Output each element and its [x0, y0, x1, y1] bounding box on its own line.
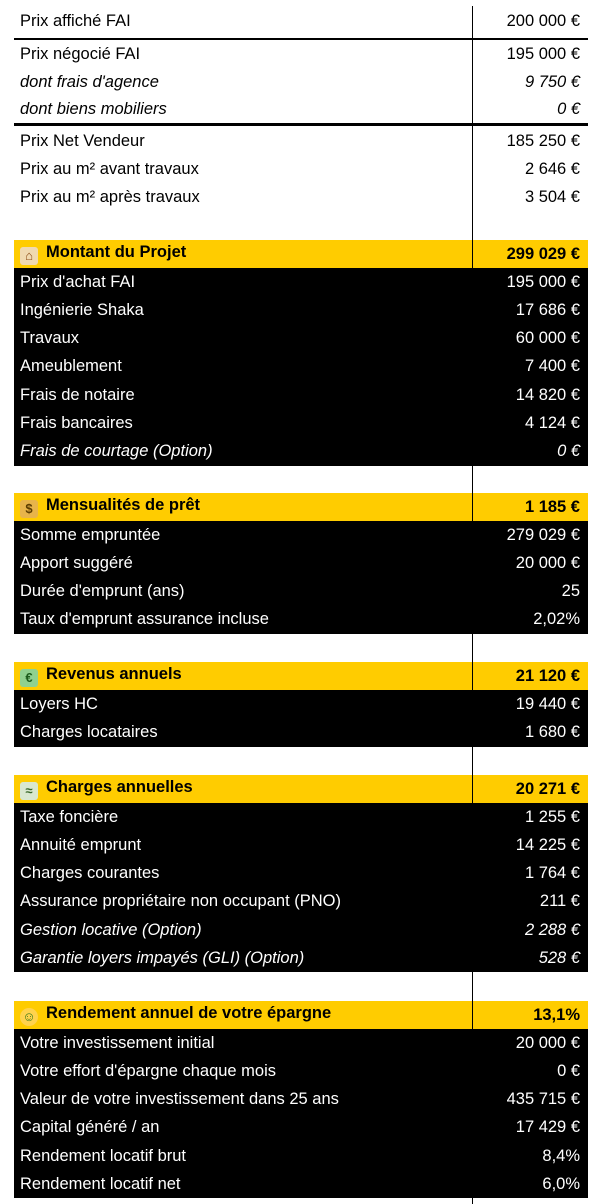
- section-row-label: [20, 526, 160, 545]
- section-row-label: [20, 1034, 214, 1053]
- section-row: [14, 718, 588, 746]
- section-row: [14, 860, 588, 888]
- section-row-label-text: Ameublement: [20, 357, 122, 376]
- price-row: [14, 155, 588, 183]
- section-row: [14, 831, 588, 859]
- section-header: [14, 662, 588, 690]
- section-row-label-text: Prix d'achat FAI: [20, 272, 136, 291]
- section-header-value: 1 185 €: [524, 497, 580, 516]
- section-row-label: [20, 723, 158, 742]
- price-row: [14, 7, 588, 35]
- price-row-label-text: dont biens mobiliers: [20, 99, 167, 118]
- section-row-label-text: Frais bancaires: [20, 413, 133, 432]
- section-row-label: [20, 273, 135, 292]
- section-row-value: 7 400 €: [524, 357, 580, 376]
- section-row-value: 211 €: [539, 892, 580, 911]
- banknote-icon: €: [20, 669, 38, 687]
- section-row-label-text: Gestion locative (Option): [20, 920, 202, 939]
- price-row-value: 3 504 €: [524, 187, 580, 206]
- section-row: [14, 521, 588, 549]
- price-row-value: 185 250 €: [506, 131, 580, 150]
- section-row-label: [20, 442, 213, 461]
- section-row-label-text: Travaux: [20, 329, 79, 348]
- section-row-label-text: Taxe foncière: [20, 807, 119, 826]
- price-row: [14, 183, 588, 211]
- section-row: [14, 1114, 588, 1142]
- section-header-label: [20, 778, 193, 800]
- section-row: [14, 916, 588, 944]
- section-row-label-text: Valeur de votre investissement dans 25 ans: [20, 1090, 339, 1109]
- section-row-value: 14 225 €: [515, 835, 580, 854]
- section-row-label-text: Frais de notaire: [20, 385, 135, 404]
- house-icon: ⌂: [20, 247, 38, 265]
- section-row-label-text: Assurance propriétaire non occupant (PNO): [20, 892, 341, 911]
- section-row: [14, 578, 588, 606]
- section-header-value: 299 029 €: [506, 244, 580, 263]
- price-row-value: 0 €: [557, 99, 580, 118]
- section-row-value: 60 000 €: [515, 329, 580, 348]
- section-row-value: 25: [561, 582, 580, 601]
- section-row-label-text: Charges locataires: [20, 722, 158, 741]
- section-header-label-text: Mensualités de prêt: [46, 496, 201, 515]
- section-header-label: [20, 243, 186, 265]
- section-row: [14, 606, 588, 634]
- section-row: [14, 1029, 588, 1057]
- price-row-label-text: Prix Net Vendeur: [20, 131, 145, 150]
- price-row-label-text: Prix au m² après travaux: [20, 187, 200, 206]
- section-row: [14, 690, 588, 718]
- section-row-value: 8,4%: [542, 1146, 580, 1165]
- money-face-icon: ☺: [20, 1008, 38, 1026]
- section-row: [14, 1142, 588, 1170]
- section-row-value: 195 000 €: [506, 272, 580, 291]
- section-row-label: [20, 1175, 181, 1194]
- section-row: [14, 1086, 588, 1114]
- price-row-label: [20, 160, 199, 179]
- section-row-label-text: Rendement locatif net: [20, 1174, 181, 1193]
- section-row-label-text: Garantie loyers impayés (GLI) (Option): [20, 948, 305, 967]
- section-header-value: 13,1%: [533, 1005, 580, 1024]
- price-row-value: 200 000 €: [506, 11, 580, 30]
- price-row-label: [20, 188, 200, 207]
- section-header-label-text: Revenus annuels: [46, 665, 182, 684]
- section-row-label: [20, 949, 304, 968]
- section-row-label: [20, 301, 144, 320]
- section-row-value: 0 €: [557, 441, 580, 460]
- section-row-value: 14 820 €: [515, 385, 580, 404]
- price-row-label-text: Prix négocié FAI: [20, 44, 141, 63]
- price-row-label-text: dont frais d'agence: [20, 72, 159, 91]
- section-row-label-text: Somme empruntée: [20, 525, 161, 544]
- price-row-value: 9 750 €: [524, 72, 580, 91]
- section-row-value: 528 €: [538, 948, 580, 967]
- section-header-label-text: Montant du Projet: [46, 243, 187, 262]
- section-row-label-text: Votre effort d'épargne chaque mois: [20, 1061, 277, 1080]
- section-row-value: 1 680 €: [524, 722, 580, 741]
- price-row-value: 195 000 €: [506, 44, 580, 63]
- section-row: [14, 409, 588, 437]
- section-row-value: 435 715 €: [506, 1090, 580, 1109]
- section-row-label: [20, 386, 135, 405]
- section-header-value: 20 271 €: [515, 779, 580, 798]
- section-row-label: [20, 610, 269, 629]
- section-row-label-text: Charges courantes: [20, 864, 160, 883]
- section-row-label: [20, 582, 185, 601]
- price-row: [14, 127, 588, 155]
- section-row-label: [20, 554, 133, 573]
- section-row-value: 19 440 €: [515, 694, 580, 713]
- price-row-label-text: Prix affiché FAI: [20, 11, 131, 30]
- section-row-label: [20, 1090, 339, 1109]
- price-row-label: [20, 100, 167, 119]
- section-row-label: [20, 1118, 159, 1137]
- money-bag-icon: $: [20, 500, 38, 518]
- section-row: [14, 1057, 588, 1085]
- section-row: [14, 803, 588, 831]
- section-row-value: 4 124 €: [524, 413, 580, 432]
- section-header-label-text: Rendement annuel de votre épargne: [46, 1004, 332, 1023]
- section-row-label-text: Durée d'emprunt (ans): [20, 582, 185, 601]
- money-wings-icon: ≈: [20, 782, 38, 800]
- section-row-value: 0 €: [557, 1061, 580, 1080]
- section-row: [14, 296, 588, 324]
- section-row-label-text: Votre investissement initial: [20, 1033, 215, 1052]
- price-row-label: [20, 132, 145, 151]
- section-row: [14, 888, 588, 916]
- section-row: [14, 437, 588, 465]
- price-row-value: 2 646 €: [524, 159, 580, 178]
- section-header-label: [20, 1004, 331, 1026]
- section-row-label: [20, 1062, 276, 1081]
- price-row: [14, 40, 588, 68]
- section-row-label: [20, 864, 159, 883]
- section-row-label: [20, 695, 98, 714]
- price-row-label: [20, 12, 131, 31]
- section-row-value: 2,02%: [533, 610, 580, 629]
- section-header: [14, 493, 588, 521]
- section-row-label-text: Apport suggéré: [20, 553, 133, 572]
- section-row-value: 20 000 €: [515, 553, 580, 572]
- price-row: [14, 95, 588, 123]
- section-row-value: 20 000 €: [515, 1033, 580, 1052]
- section-header-label: [20, 496, 200, 518]
- section-row-label-text: Rendement locatif brut: [20, 1146, 187, 1165]
- section-row-label: [20, 414, 133, 433]
- section-row-value: 279 029 €: [506, 525, 580, 544]
- section-header-label: [20, 665, 182, 687]
- section-row-label: [20, 329, 79, 348]
- section-header: [14, 775, 588, 803]
- section-row: [14, 944, 588, 972]
- section-header: [14, 1001, 588, 1029]
- section-row: [14, 268, 588, 296]
- section-row: [14, 325, 588, 353]
- section-row-value: 17 429 €: [515, 1118, 580, 1137]
- price-row-label: [20, 45, 140, 64]
- section-header-label-text: Charges annuelles: [46, 778, 193, 797]
- section-row-label: [20, 892, 341, 911]
- section-row: [14, 1170, 588, 1198]
- section-row-label-text: Capital généré / an: [20, 1118, 160, 1137]
- section-row-value: 1 764 €: [524, 864, 580, 883]
- section-row-value: 2 288 €: [524, 920, 580, 939]
- section-row-label: [20, 836, 141, 855]
- section-row-label-text: Taux d'emprunt assurance incluse: [20, 610, 269, 629]
- section-row-label: [20, 357, 122, 376]
- section-header-value: 21 120 €: [515, 666, 580, 685]
- column-divider: [472, 6, 473, 1204]
- section-row: [14, 353, 588, 381]
- section-row: [14, 381, 588, 409]
- price-row: [14, 68, 588, 96]
- section-row-label-text: Loyers HC: [20, 694, 98, 713]
- section-row-label-text: Frais de courtage (Option): [20, 441, 213, 460]
- price-row-label-text: Prix au m² avant travaux: [20, 159, 199, 178]
- section-header: [14, 240, 588, 268]
- section-row-value: 6,0%: [542, 1174, 580, 1193]
- price-row-label: [20, 73, 159, 92]
- section-row-value: 17 686 €: [515, 300, 580, 319]
- section-row-label-text: Annuité emprunt: [20, 835, 142, 854]
- section-row: [14, 549, 588, 577]
- section-row-value: 1 255 €: [524, 807, 580, 826]
- section-row-label: [20, 921, 202, 940]
- section-row-label: [20, 1147, 186, 1166]
- section-row-label-text: Ingénierie Shaka: [20, 300, 144, 319]
- section-row-label: [20, 808, 118, 827]
